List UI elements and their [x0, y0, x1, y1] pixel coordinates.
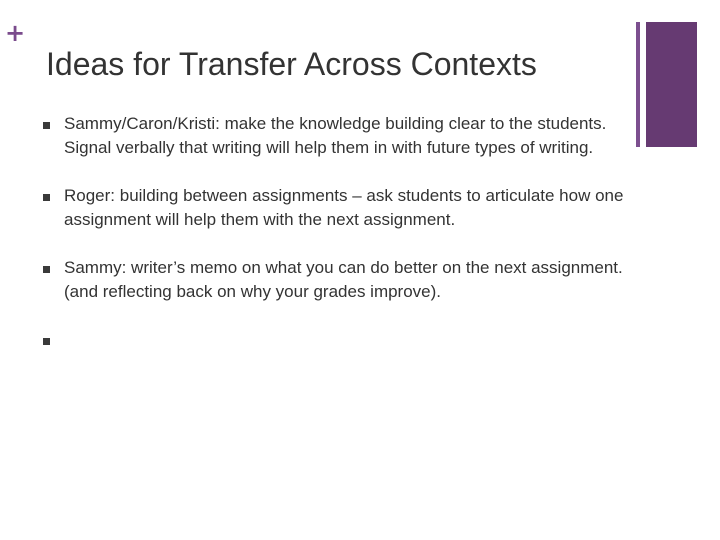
slide-title: Ideas for Transfer Across Contexts — [46, 46, 537, 82]
bullet-text: Roger: building between assignments – ask students to articulate how one assignment will help them with the next assignment. — [64, 186, 624, 229]
bullet-item — [40, 112, 630, 160]
accent-bar-thin — [636, 22, 640, 147]
square-bullet-icon — [43, 266, 50, 273]
bullet-item — [40, 256, 630, 304]
bullet-text: Sammy: writer’s memo on what you can do better on the next assignment. (and reflecting back on why your grades improve). — [64, 258, 623, 301]
bullet-list — [40, 112, 630, 376]
square-bullet-icon — [43, 338, 50, 345]
square-bullet-icon — [43, 194, 50, 201]
bullet-item — [40, 328, 630, 352]
plus-icon: + — [5, 19, 26, 47]
square-bullet-icon — [43, 122, 50, 129]
bullet-text: Sammy/Caron/Kristi: make the knowledge building clear to the students. Signal verbally that writing will help them in with future types of writing. — [64, 114, 607, 157]
bullet-item — [40, 184, 630, 232]
accent-bar-thick — [646, 22, 697, 147]
